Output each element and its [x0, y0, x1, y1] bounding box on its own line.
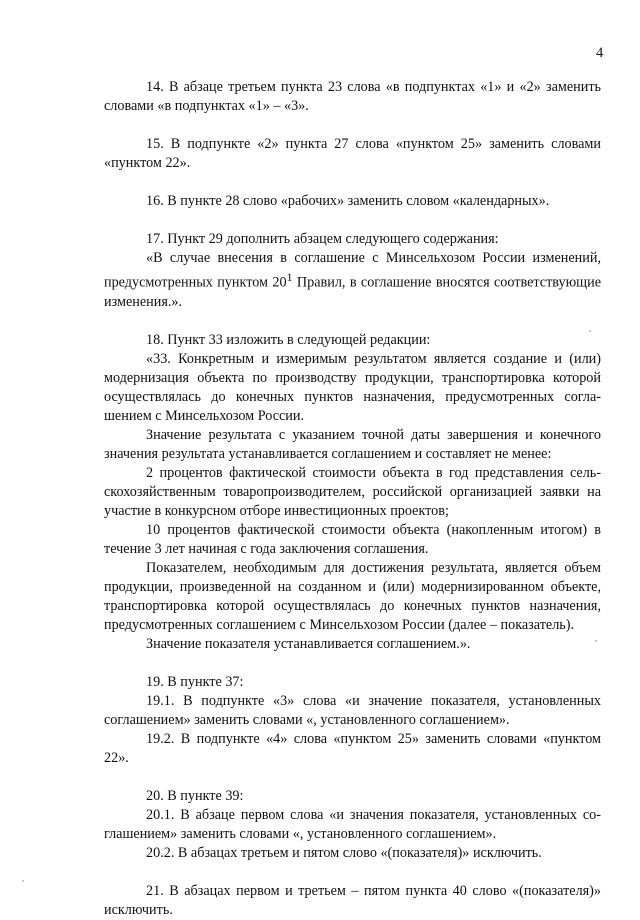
paragraph-20-2: 20.2. В абзацах третьем и пятом слово «(показателя)» исключить.	[146, 844, 542, 861]
paragraph-18-ten-percent: 10 процентов фактической стоимости объекта (накопленным итогом) в течение 3 лет начиная с года заключения соглашения.	[104, 521, 601, 557]
paragraph-20: 20. В пункте 39:	[146, 787, 244, 804]
paragraph-18-item-33: «33. Конкретным и измеримым результатом является создание и (или) модернизация объекта по производству продукции, транспортировка которой осуществлялась до конечных пунктов назначения, предусмотренных соглашением с Минсельхозом России.	[104, 350, 601, 424]
paragraph-20-1: 20.1. В абзаце первом слова «и значения показателя, установленных соглашением» заменить словами «, установленного соглашением».	[104, 806, 601, 842]
paragraph-17-quote-text-end: Правил, в соглашение вносятся соответствующие изменения.».	[104, 274, 601, 310]
scan-speck	[589, 330, 591, 332]
paragraph-19-2: 19.2. В подпункте «4» слова «пунктом 25» заменить словами «пунктом 22».	[104, 730, 601, 766]
paragraph-18-two-percent: 2 процентов фактической стоимости объекта в год представления сельскохозяйственным товаропроизводителем, российской организацией заявки на участие в конкурсном отборе инвестиционных проектов;	[104, 464, 601, 519]
scan-speck	[595, 640, 597, 642]
paragraph-18: 18. Пункт 33 изложить в следующей редакции:	[146, 331, 431, 348]
paragraph-19: 19. В пункте 37:	[146, 673, 244, 690]
paragraph-16: 16. В пункте 28 слово «рабочих» заменить словом «календарных».	[146, 193, 550, 209]
paragraph-19-1: 19.1. В подпункте «3» слова «и значение показателя, установленных соглашением» заменить словами «, установленного соглашением».	[104, 692, 601, 728]
scan-speck	[22, 880, 24, 882]
document-body	[104, 78, 601, 920]
paragraph-18-indicator: Показателем, необходимым для достижения результата, является объем продукции, произведенной на созданном и (или) модернизированном объекте, транспортировка которой осуществлялась до конечных пунктов назначения, предусмотренных соглашением с Минсельхозом России (далее – показатель).	[104, 559, 601, 633]
paragraph-18-result-value: Значение результата с указанием точной даты завершения и конечного значения результата устанавливается соглашением и составляет не менее:	[104, 426, 601, 462]
superscript-1: 1	[286, 270, 293, 284]
paragraph-18-indicator-value: Значение показателя устанавливается соглашением.».	[146, 635, 471, 652]
paragraph-17-quote-text: «В случае внесения в соглашение с Минсельхозом России изменений, предусмотренных пунктом 20	[104, 250, 601, 291]
paragraph-15: 15. В подпункте «2» пункта 27 слова «пунктом 25» заменить словами «пунктом 22».	[104, 136, 601, 171]
paragraph-21: 21. В абзацах первом и третьем – пятом пункта 40 слово «(показателя)» исключить.	[104, 882, 601, 918]
page-number: 4	[596, 45, 604, 61]
paragraph-17: 17. Пункт 29 дополнить абзацем следующего содержания:	[146, 231, 499, 247]
paragraph-14: 14. В абзаце третьем пункта 23 слова «в подпунктах «1» и «2» заменить словами «в подпунктах «1» – «3».	[104, 79, 601, 114]
paragraph-17-quote	[104, 249, 601, 312]
